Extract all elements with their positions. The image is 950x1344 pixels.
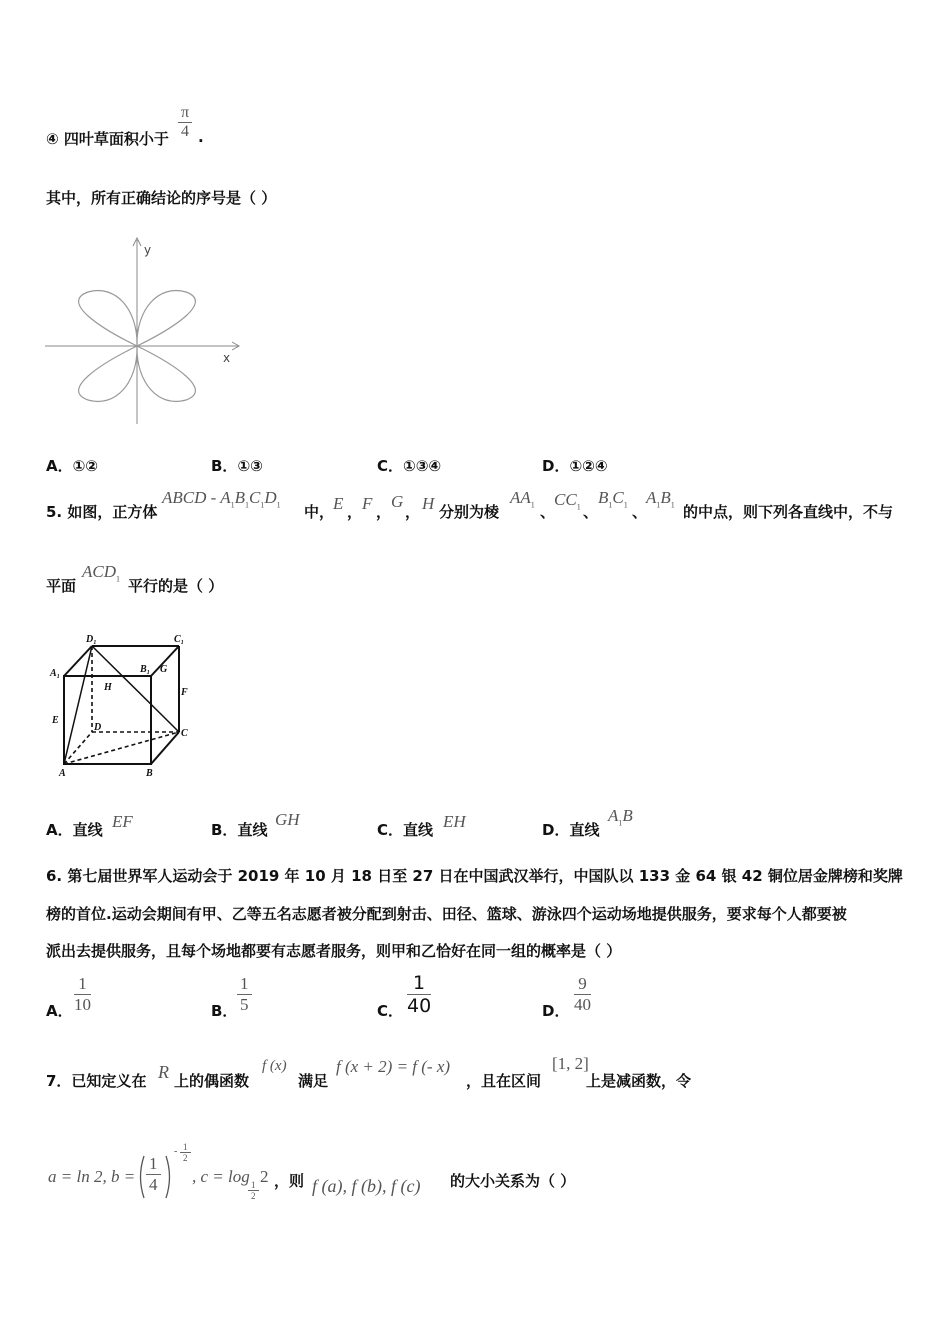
q6-option-a[interactable] (46, 972, 196, 1022)
q7-exp-sign: - (174, 1146, 178, 1157)
q6-line3: 派出去提供服务，且每个场地都要有志愿者服务，则甲和乙恰好在同一组的概率是（ ） (46, 942, 622, 960)
fraction-numerator: 9 (574, 974, 591, 995)
fraction-denominator: 4 (149, 1175, 158, 1194)
q4-option-a[interactable] (46, 455, 98, 476)
sub: 1 (656, 500, 661, 510)
label-d: D (94, 722, 102, 733)
option-letter: B． (211, 1002, 238, 1020)
option-math: EH (443, 812, 466, 831)
dun: 、 (632, 503, 648, 521)
option-text: 直线 (569, 821, 600, 839)
edge-second: B (660, 488, 671, 507)
cube-figure (46, 630, 206, 780)
sub: 1 (260, 500, 265, 510)
leaf-bottom-right (137, 346, 195, 401)
option-text: ①②④ (569, 457, 608, 475)
comma: ， (376, 503, 392, 521)
q4-option-b[interactable] (211, 455, 263, 476)
sub: 1 (623, 500, 628, 510)
option-fraction (74, 974, 91, 1015)
sub: 1 (245, 500, 250, 510)
math-b: B (622, 806, 633, 825)
q5-lead: 5. 如图，正方体 (46, 503, 158, 521)
four-leaf-clover-graph (40, 232, 250, 432)
right-paren (164, 1154, 174, 1200)
q5-end1: 的中点，则下列各直线中，不与 (683, 503, 894, 521)
option-letter: D． (542, 1002, 570, 1020)
q5-plane-text: 平面 (46, 577, 77, 595)
q7-tail: 的大小关系为（ ） (450, 1172, 576, 1190)
option-math (608, 806, 633, 827)
sub: 1 (116, 574, 120, 584)
fraction-denominator: 10 (74, 995, 91, 1014)
q5-option-b[interactable] (211, 810, 361, 840)
q7-functions: f (a), f (b), f (c) (312, 1176, 421, 1196)
cube-c: C (249, 488, 261, 507)
cube-d: D (264, 488, 277, 507)
q5-zhong: 中， (304, 503, 335, 521)
q7-a-b-def: a = ln 2, b = (48, 1167, 136, 1186)
q4-item4-fraction (178, 104, 192, 141)
option-text: 直线 (403, 821, 434, 839)
label-h: H (104, 682, 112, 693)
q7-even: 上的偶函数 (174, 1072, 250, 1090)
option-letter: A． (46, 1002, 73, 1020)
label-g: G (160, 664, 168, 675)
leaf-bottom-left (79, 346, 137, 401)
fraction-numerator: 1 (180, 1142, 191, 1153)
q5-option-a[interactable] (46, 810, 196, 840)
comma: ， (347, 503, 363, 521)
option-math: EF (112, 812, 133, 831)
q4-question: 其中，所有正确结论的序号是（ ） (46, 189, 277, 207)
fraction-numerator: 1 (237, 974, 252, 995)
fraction-denominator: 2 (251, 1191, 256, 1201)
left-paren (136, 1154, 146, 1200)
q5-question-end: 平行的是（ ） (128, 577, 224, 595)
fraction-numerator: 1 (248, 1180, 259, 1191)
option-letter: A． (46, 457, 73, 475)
label-a1: A₁ (50, 668, 61, 679)
label-c1: C₁ (174, 634, 185, 645)
q7-exp-fraction (180, 1142, 191, 1163)
sub: 1 (276, 500, 281, 510)
cube-name-main: ABCD - A (162, 488, 231, 507)
leaf-top-right (137, 291, 195, 346)
math-a: A (608, 806, 619, 825)
edge-cc1 (554, 490, 581, 511)
sub: 1 (608, 500, 613, 510)
edge-main: B (598, 488, 609, 507)
fraction-numerator: 1 (407, 972, 431, 995)
q7-equation: f (x + 2) = f (- x) (336, 1057, 451, 1076)
edge-aa1 (510, 488, 535, 509)
fraction-numerator: π (178, 104, 192, 123)
q7-R: R (158, 1062, 169, 1082)
sub: 1 (230, 500, 235, 510)
option-text: ①③ (237, 457, 263, 475)
option-letter: D． (542, 821, 570, 839)
q5-option-c[interactable] (377, 810, 527, 840)
q7-line1 (46, 1052, 746, 1092)
edge-bc (151, 732, 179, 764)
label-d1: D₁ (86, 634, 97, 645)
leaf-top-left (79, 291, 137, 346)
edge-main: A (646, 488, 657, 507)
fraction-numerator: 1 (74, 974, 91, 995)
q5-option-d[interactable] (542, 806, 692, 840)
point-f: F (362, 494, 373, 513)
q7-b-fraction (146, 1154, 161, 1195)
option-fraction (574, 974, 591, 1015)
edge-main: CC (554, 490, 577, 509)
q7-lead: 7．已知定义在 (46, 1072, 147, 1090)
q7-c-def: , c = log (192, 1167, 250, 1186)
label-f: F (181, 687, 188, 698)
fraction-denominator: 2 (183, 1153, 188, 1163)
dun: 、 (583, 503, 599, 521)
option-text: ①③④ (403, 457, 442, 475)
sub: 1 (576, 502, 581, 512)
y-axis-label: y (144, 243, 152, 257)
q7-ze: ，则 (274, 1172, 305, 1190)
sub: 1 (670, 500, 675, 510)
q5-cube-name (162, 488, 281, 509)
option-letter: D． (542, 457, 570, 475)
option-letter: C． (377, 1002, 404, 1020)
edge-second: C (612, 488, 624, 507)
q7-decreasing: 上是减函数，令 (586, 1072, 692, 1090)
q6-option-d[interactable] (542, 972, 692, 1022)
q6-option-b[interactable] (211, 972, 361, 1022)
line-ac-hidden (64, 732, 179, 764)
edge-b1c1 (598, 488, 628, 509)
label-a: A (59, 768, 66, 779)
x-axis-label: x (223, 351, 231, 365)
q7-fx: f (x) (262, 1058, 287, 1074)
option-math: GH (275, 810, 300, 829)
point-h: H (422, 494, 435, 513)
dun: 、 (540, 503, 556, 521)
sub: 1 (618, 818, 623, 828)
q6-option-c[interactable] (377, 972, 527, 1022)
q5-line2 (46, 560, 346, 600)
option-text: 直线 (72, 821, 103, 839)
option-letter: A． (46, 821, 73, 839)
q7-log-base (248, 1180, 259, 1201)
edge-main: AA (510, 488, 531, 507)
fraction-numerator: 1 (146, 1154, 161, 1175)
q7-interval: [1, 2] (552, 1054, 589, 1073)
option-text: ①② (72, 457, 99, 475)
q5-fenbie: 分别为棱 (439, 503, 500, 521)
option-letter: C． (377, 457, 404, 475)
fraction-denominator: 40 (407, 995, 432, 1017)
comma: ， (405, 503, 421, 521)
line-ad1 (64, 646, 92, 764)
q4-item4 (46, 128, 169, 149)
q6-line2: 榜的首位.运动会期间有甲、乙等五名志愿者被分配到射击、田径、篮球、游泳四个运动场地提供服务，要求每个人都要被 (46, 905, 847, 923)
q7-satisfy: 满足 (298, 1072, 329, 1090)
q5-line1 (46, 486, 926, 526)
fraction-denominator: 40 (574, 995, 591, 1014)
label-e: E (52, 715, 59, 726)
fraction-denominator: 5 (240, 995, 249, 1014)
edge-a1b1 (646, 488, 675, 509)
option-fraction (237, 974, 252, 1015)
point-g: G (391, 492, 404, 511)
label-b: B (146, 768, 153, 779)
sub: 1 (530, 500, 535, 510)
option-letter: C． (377, 821, 404, 839)
q4-option-d[interactable] (542, 455, 608, 476)
q7-interval-text: ，且在区间 (466, 1072, 542, 1090)
q4-item4-period: . (198, 128, 204, 146)
label-c: C (181, 728, 188, 739)
option-letter: B． (211, 457, 238, 475)
option-text: 直线 (237, 821, 268, 839)
option-letter: B． (211, 821, 238, 839)
point-e: E (333, 494, 344, 513)
option-fraction (407, 972, 431, 1017)
q4-option-c[interactable] (377, 455, 441, 476)
q4-item4-text: ④ 四叶草面积小于 (46, 130, 169, 148)
q7-line2 (46, 1140, 666, 1210)
q7-log-arg: 2 (260, 1167, 269, 1186)
q6-line1: 6. 第七届世界军人运动会于 2019 年 10 月 18 日至 27 日在中国武汉举行，中国队以 133 金 64 银 42 铜位居金牌榜和奖牌 (46, 867, 903, 885)
plane-main: ACD (82, 562, 116, 581)
fraction-denominator: 4 (181, 123, 190, 140)
plane-acd1 (82, 562, 120, 583)
cube-b: B (234, 488, 246, 507)
label-b1: B₁ (140, 664, 151, 675)
